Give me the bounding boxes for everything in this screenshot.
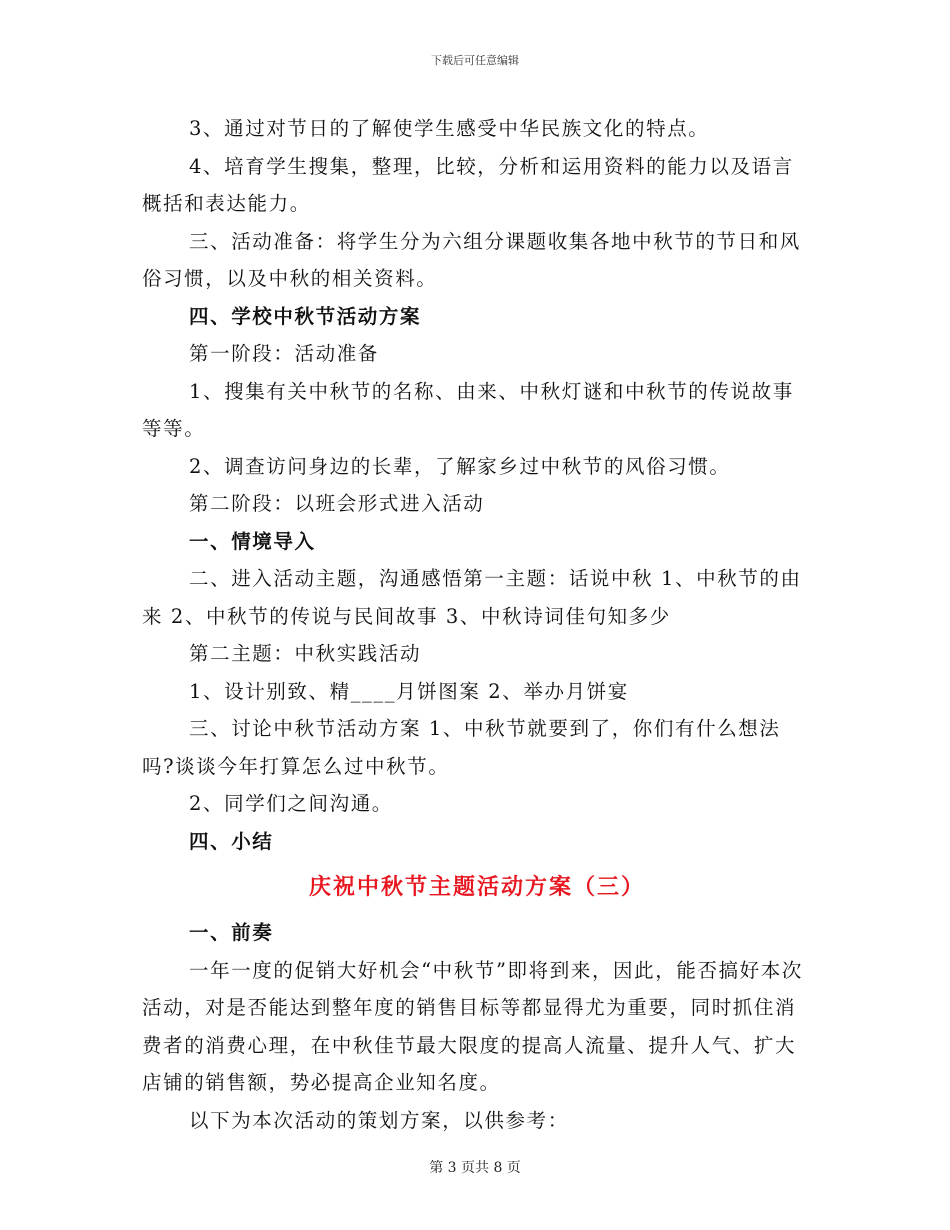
paragraph-discussion: 三、讨论中秋节活动方案 1、中秋节就要到了，你们有什么想法吗?谈谈今年打算怎么过中秋节。 (142, 717, 781, 778)
heading-prelude: 一、前奏 (189, 921, 274, 944)
heading-summary: 四、小结 (189, 829, 274, 853)
paragraph-theme-one: 二、进入活动主题，沟通感悟第一主题：话说中秋 1、中秋节的由来 2、中秋节的传说与民间故事 3、中秋诗词佳句知多少 (142, 567, 802, 628)
paragraph-communicate: 2、同学们之间沟通。 (189, 792, 393, 815)
paragraph-survey: 2、调查访问身边的长辈，了解家乡过中秋节的风俗习惯。 (189, 454, 731, 478)
paragraph-reference: 以下为本次活动的策划方案，以供参考： (189, 1108, 569, 1132)
paragraph-preparation: 三、活动准备：将学生分为六组分课题收集各地中秋节的节日和风俗习惯，以及中秋的相关资料。 (142, 229, 801, 290)
paragraph-prelude: 一年一度的促销大好机会“中秋节”即将到来，因此，能否搞好本次活动，对是否能达到整年度的销售目标等都显得尤为重要，同时抓住消费者的消费心理，在中秋佳节最大限度的提高人流量、提升人气、扩大店铺的销售额，势必提高企业知名度。 (142, 958, 803, 1094)
page-number: 第 3 页共 8 页 (429, 1160, 521, 1176)
paragraph-goal-4: 4、培育学生搜集，整理，比较，分析和运用资料的能力以及语言概括和表达能力。 (142, 154, 794, 215)
paragraph-stage-two: 第二阶段：以班会形式进入活动 (189, 492, 485, 515)
paragraph-stage-one: 第一阶段：活动准备 (189, 342, 379, 365)
document-body (142, 110, 812, 1139)
paragraph-theme-two: 第二主题：中秋实践活动 (189, 642, 422, 665)
paragraph-goal-3: 3、通过对节日的了解使学生感受中华民族文化的特点。 (189, 117, 710, 140)
paragraph-collect: 1、搜集有关中秋节的名称、由来、中秋灯谜和中秋节的传说故事等等。 (142, 379, 794, 440)
section-title: 庆祝中秋节主题活动方案（三） (308, 874, 645, 900)
header-note: 下载后可任意编辑 (431, 54, 519, 67)
heading-school-plan: 四、学校中秋节活动方案 (189, 304, 422, 328)
heading-intro: 一、情境导入 (189, 529, 316, 553)
paragraph-design: 1、设计别致、精____月饼图案 2、举办月饼宴 (189, 679, 629, 703)
